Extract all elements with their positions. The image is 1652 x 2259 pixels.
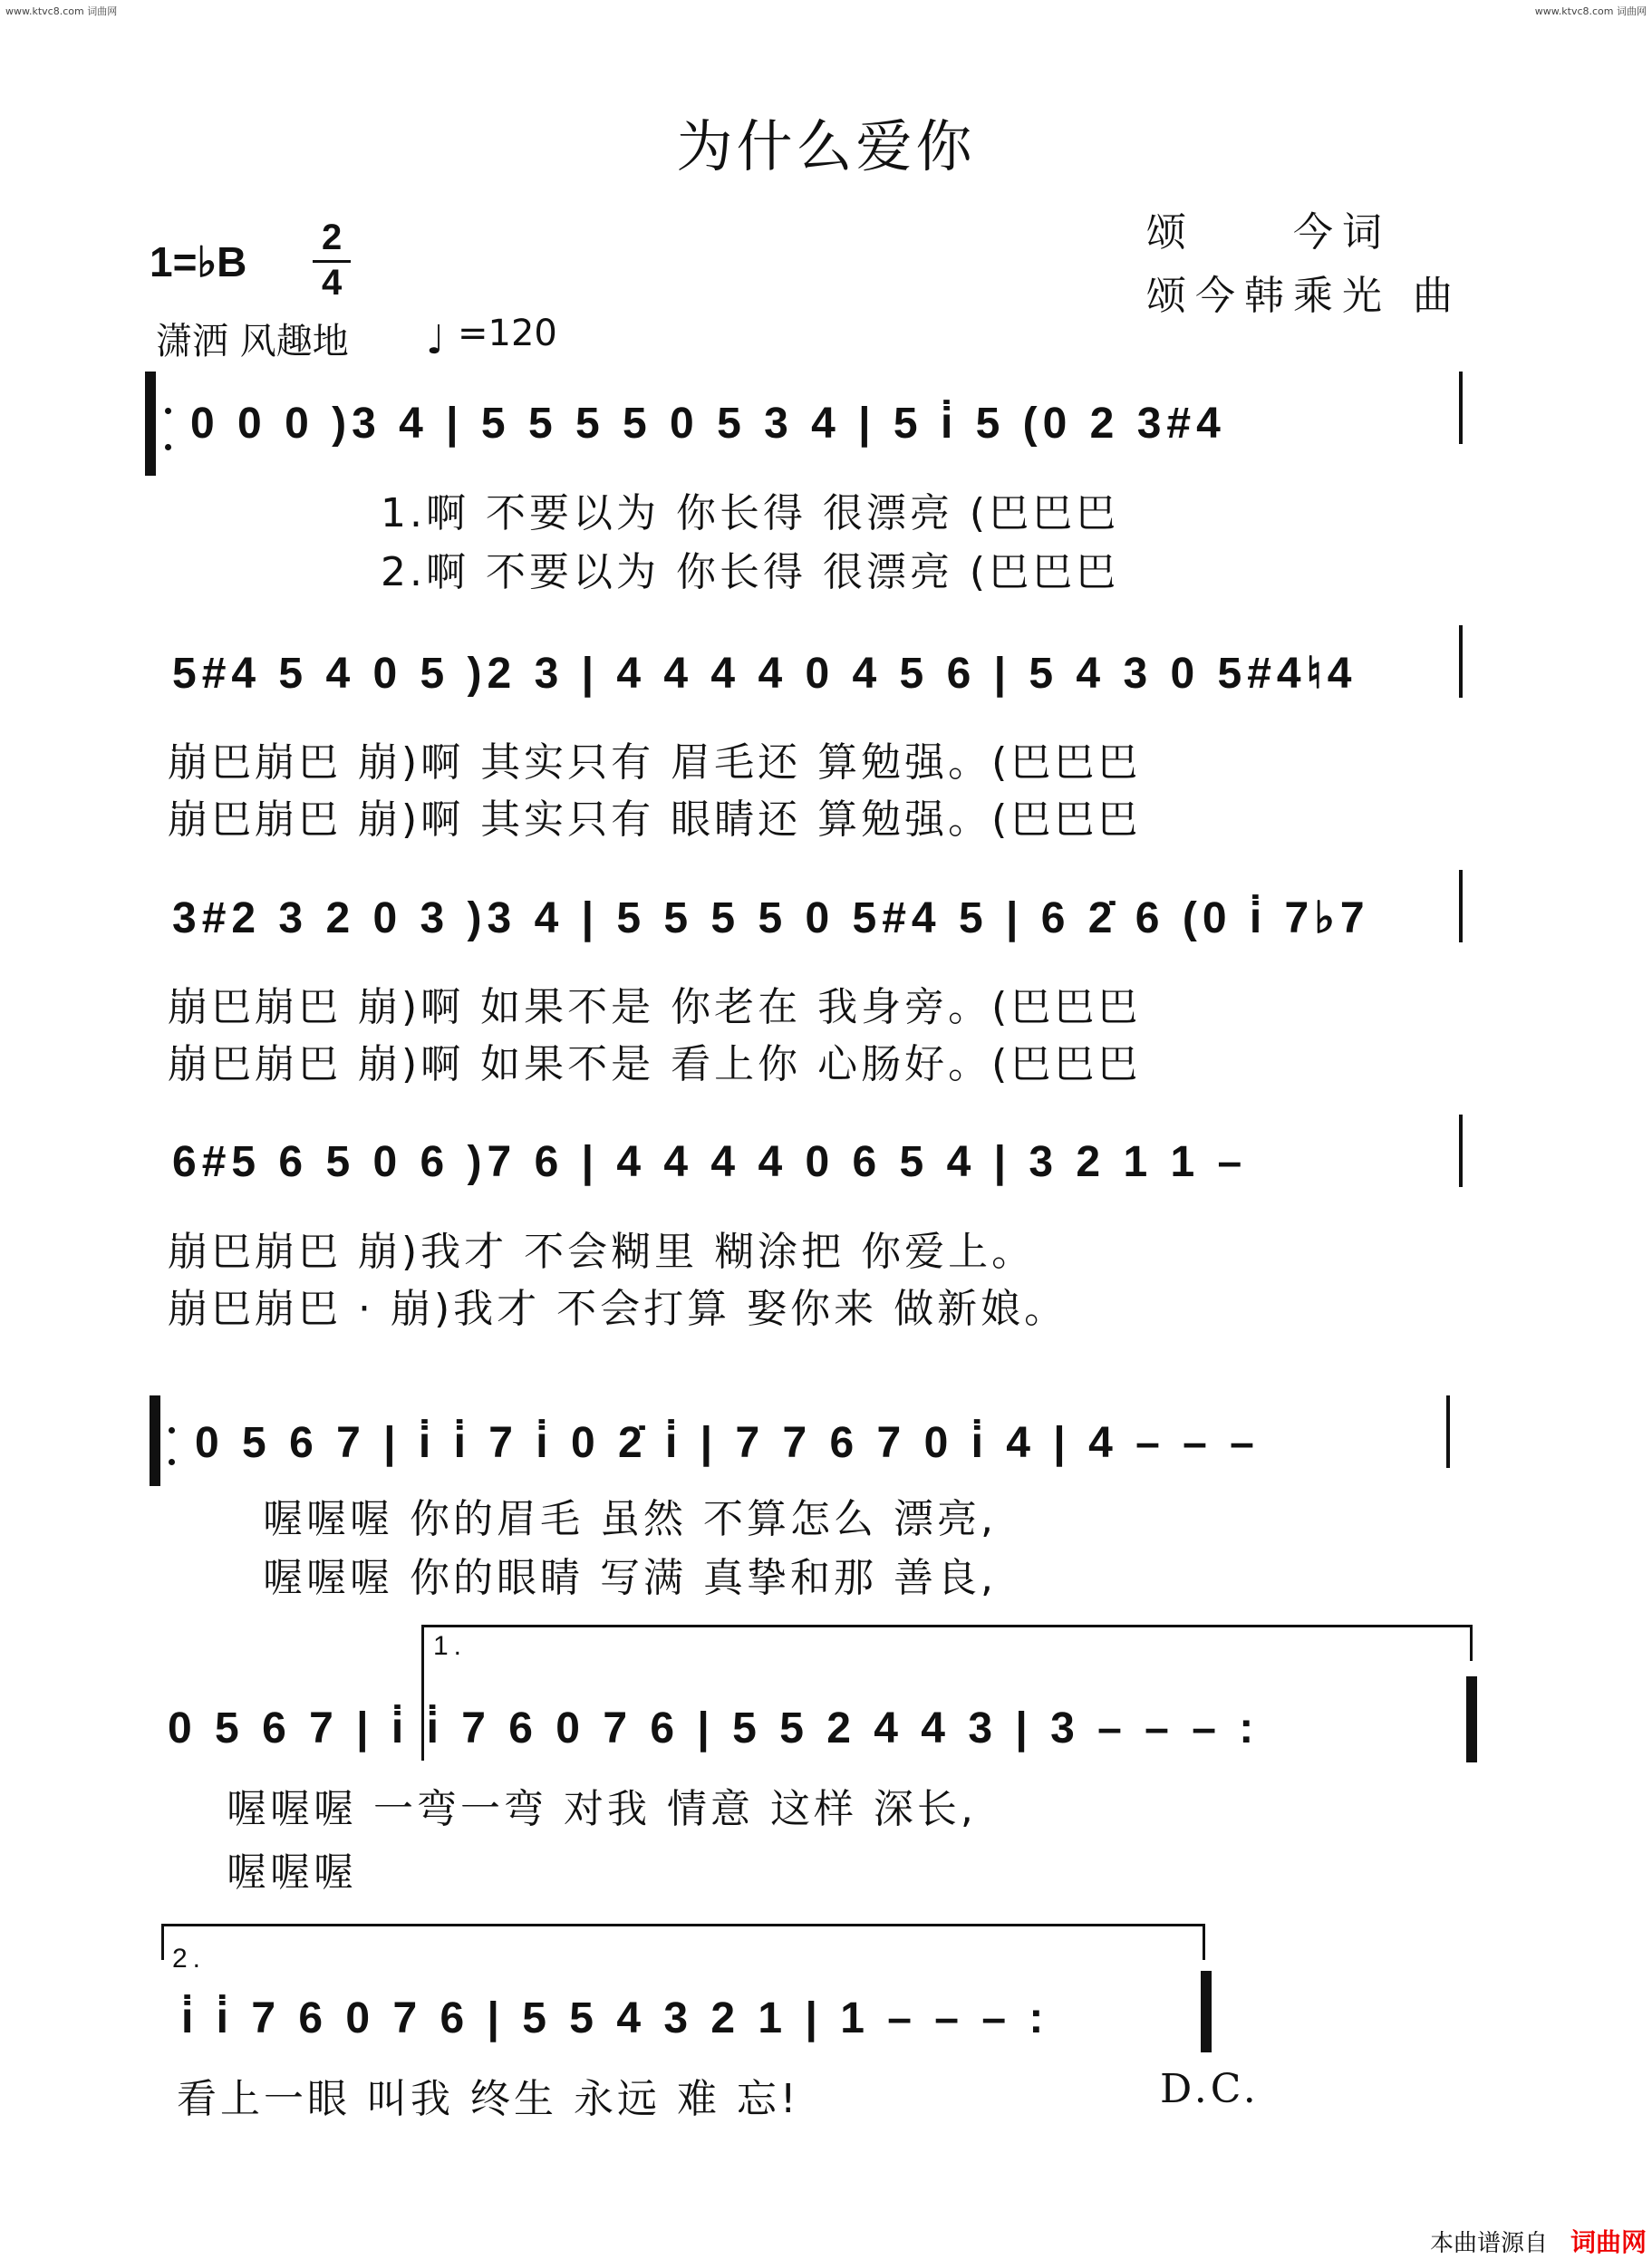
- lyric-row-4-verse-2: 崩巴崩巴 · 崩)我才 不会打算 娶你来 做新娘。: [168, 1286, 1068, 1332]
- site-logo: 词曲网: [1570, 2227, 1647, 2257]
- volta-1-label: 1.: [433, 1631, 468, 1661]
- repeat-start-barline: [145, 372, 156, 476]
- tempo-style: 潇洒 风趣地: [156, 321, 349, 362]
- repeat-dot: [169, 1459, 175, 1465]
- repeat-dot: [165, 444, 171, 450]
- notation-row-4: 6#5 6 5 0 6 )7 6 | 4 4 4 4 0 6 5 4 | 3 2 1 1 –: [172, 1138, 1248, 1186]
- lyric-row-2-verse-2: 崩巴崩巴 崩)啊 其实只有 眼睛还 算勉强。(巴巴巴: [168, 796, 1142, 843]
- watermark-left: www.ktvc8.com 词曲网: [5, 5, 118, 17]
- key-signature: 1=♭B: [150, 238, 247, 285]
- lyric-row-6-verse-2: 喔喔喔: [227, 1849, 357, 1896]
- lyric-row-7: 看上一眼 叫我 终生 永远 难 忘!: [177, 2076, 800, 2122]
- tempo-bpm: =120: [458, 313, 557, 354]
- time-signature-bottom: 4: [322, 263, 343, 303]
- watermark-right: www.ktvc8.com 词曲网: [1534, 5, 1647, 17]
- notation-row-3: 3#2 3 2 0 3 )3 4 | 5 5 5 5 0 5#4 5 | 6 2̇ 6 (0 i̇ 7♭7: [172, 894, 1370, 942]
- repeat-start-barline: [150, 1395, 160, 1486]
- barline-end: [1459, 1115, 1463, 1187]
- repeat-dot: [165, 408, 171, 414]
- repeat-end-barline: [1466, 1676, 1477, 1762]
- lyric-row-1-verse-2: 2.啊 不要以为 你长得 很漂亮 (巴巴巴: [381, 549, 1120, 595]
- volta-1-bracket: [421, 1625, 1473, 1627]
- lyric-row-3-verse-1: 崩巴崩巴 崩)啊 如果不是 你老在 我身旁。(巴巴巴: [168, 984, 1142, 1030]
- lyric-row-5-verse-2: 喔喔喔 你的眼睛 写满 真挚和那 善良,: [263, 1555, 997, 1601]
- da-capo-mark: D.C.: [1160, 2066, 1260, 2112]
- lyric-row-6-verse-1: 喔喔喔 一弯一弯 对我 情意 这样 深长,: [227, 1786, 977, 1832]
- repeat-dot: [169, 1427, 175, 1434]
- lyricist-credit: 颂 今词: [1146, 209, 1391, 256]
- song-title: 为什么爱你: [676, 113, 976, 179]
- lyric-row-3-verse-2: 崩巴崩巴 崩)啊 如果不是 看上你 心肠好。(巴巴巴: [168, 1041, 1142, 1087]
- volta-2-bracket-left: [161, 1924, 164, 1960]
- footer-source-text: 本曲谱源自: [1430, 2230, 1549, 2257]
- volta-2-bracket: [161, 1924, 1205, 1926]
- time-signature-top: 2: [322, 217, 343, 257]
- barline-end: [1459, 870, 1463, 942]
- notation-row-6: 0 5 6 7 | i̇ i̇ 7 6 0 7 6 | 5 5 2 4 4 3 | 3 – – – :: [168, 1704, 1260, 1752]
- notation-row-5: 0 5 6 7 | i̇ i̇ 7 i̇ 0 2̇ i̇ | 7 7 6 7 0 i̇ 4 | 4 – – –: [195, 1419, 1260, 1467]
- lyric-row-5-verse-1: 喔喔喔 你的眉毛 虽然 不算怎么 漂亮,: [263, 1496, 997, 1542]
- notation-row-7: i̇ i̇ 7 6 0 7 6 | 5 5 4 3 2 1 | 1 – – – :: [181, 1994, 1049, 2042]
- notation-row-1: 0 0 0 )3 4 | 5 5 5 5 0 5 3 4 | 5 i̇ 5 (0 2 3#4: [190, 400, 1226, 448]
- volta-2-bracket-right: [1203, 1924, 1205, 1960]
- volta-1-bracket-right: [1470, 1625, 1473, 1661]
- barline-end: [1459, 625, 1463, 698]
- barline-end: [1459, 372, 1463, 444]
- lyric-row-2-verse-1: 崩巴崩巴 崩)啊 其实只有 眉毛还 算勉强。(巴巴巴: [168, 739, 1142, 786]
- barline-end: [1446, 1395, 1450, 1468]
- notation-row-2: 5#4 5 4 0 5 )2 3 | 4 4 4 4 0 4 5 6 | 5 4 3 0 5#4♮4: [172, 650, 1357, 698]
- lyric-row-1-verse-1: 1.啊 不要以为 你长得 很漂亮 (巴巴巴: [381, 490, 1120, 536]
- composer-credit: 颂今韩乘光 曲: [1146, 273, 1462, 319]
- volta-2-label: 2.: [172, 1944, 207, 1974]
- quarter-note-icon: ♩: [426, 317, 445, 363]
- lyric-row-4-verse-1: 崩巴崩巴 崩)我才 不会糊里 糊涂把 你爱上。: [168, 1229, 1036, 1275]
- repeat-end-barline: [1201, 1971, 1212, 2052]
